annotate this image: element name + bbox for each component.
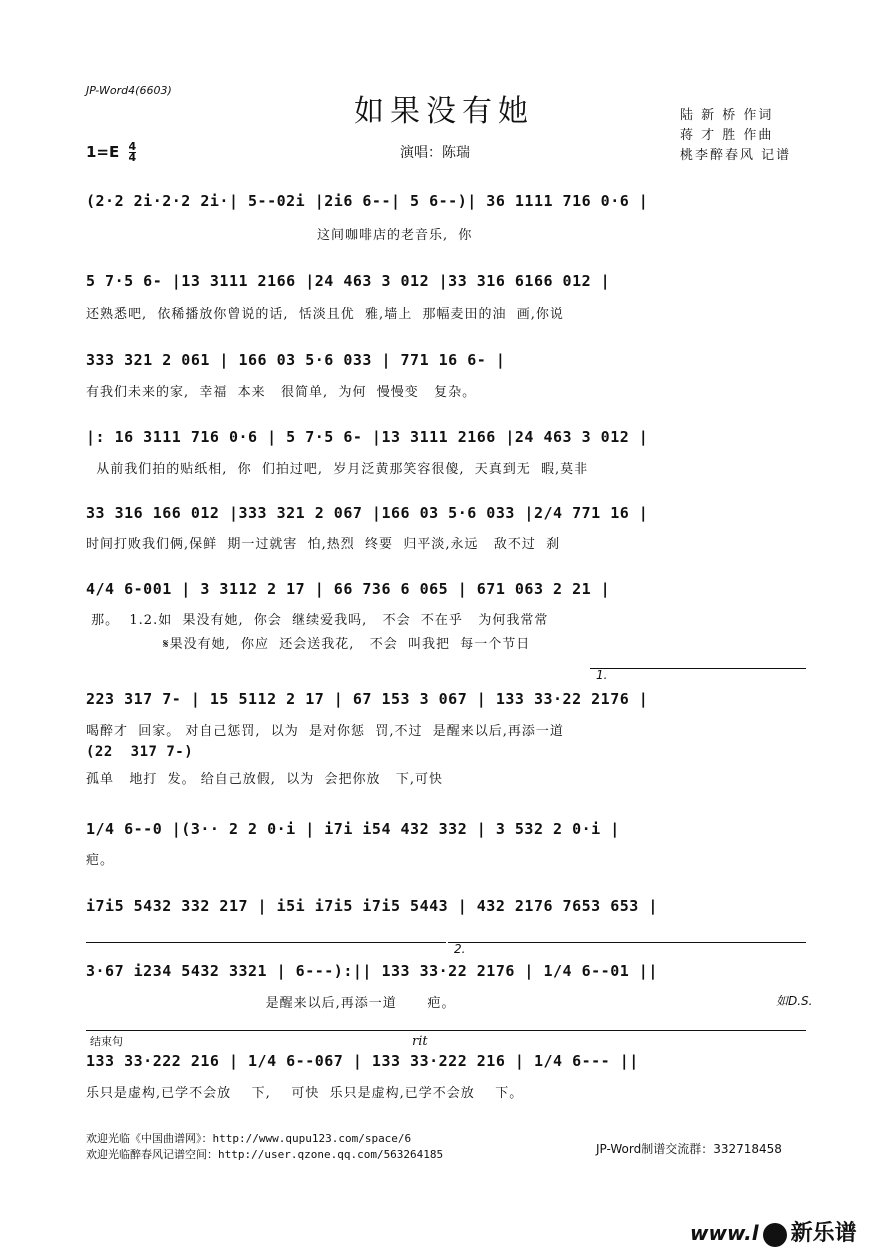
lyric-row-6: 那。 1.2.如 果没有她, 你会 继续爱我吗, 不会 不在乎 为何我常常 (86, 613, 549, 628)
lyric-row-5: 时间打败我们俩,保鲜 期一过就害 怕,热烈 终要 归平淡,永远 敌不过 刹 (86, 537, 561, 552)
notes-row-9: i7i5 5432 332 217 | i5i i7i5 i7i5 5443 | 432 2176 7653 653 | (86, 897, 658, 915)
footer-link-2[interactable]: 欢迎光临醉春风记谱空间：http://user.qzone.qq.com/563264185 (86, 1148, 444, 1161)
key-value: 1=E (86, 143, 120, 161)
ending-2-bracket (448, 942, 806, 943)
lyric-row-4: 从前我们拍的贴纸相, 你 们拍过吧, 岁月泛黄那笑容很傻, 天真到无 暇,莫非 (86, 462, 589, 477)
notes-row-2: 5 7·5 6- |13 3111 2166 |24 463 3 012 |33 316 6166 012 | (86, 272, 611, 290)
notes-row-8: 1/4 6--0 |(3·· 2 2 0·i | i7i i54 432 332 | 3 532 2 0·i | (86, 820, 620, 838)
ending-1-label: 1. (596, 668, 608, 682)
notes-row-7: 223 317 7- | 15 5112 2 17 | 67 153 3 067 | 133 33·22 2176 | (86, 690, 649, 708)
logo-prefix: www.l (690, 1221, 759, 1245)
transcriber: 桃李醉春风 记谱 (680, 148, 792, 163)
lyric-row-11: 乐只是虚构,已学不会放 下, 可快 乐只是虚构,已学不会放 下。 (86, 1086, 524, 1101)
key-signature (86, 142, 136, 163)
repeat-bracket (86, 942, 446, 943)
notes-row-5: 33 316 166 012 |333 321 2 067 |166 03 5·6 033 |2/4 771 16 | (86, 504, 649, 522)
ending-label: 结束句 (90, 1035, 123, 1048)
notes-row-10: 3·67 i234 5432 3321 | 6---):|| 133 33·22 2176 | 1/4 6--01 || (86, 962, 658, 980)
lyricist: 陆 新 桥 作词 (680, 108, 774, 123)
app-tag: JP-Word4(6603) (86, 84, 172, 97)
notes-row-6: 4/4 6-001 | 3 3112 2 17 | 66 736 6 065 | 671 063 2 21 | (86, 580, 611, 598)
lyric-row-7: 喝醉才 回家。 对自己惩罚, 以为 是对你惩 罚,不过 是醒来以后,再添一道 (86, 724, 564, 739)
disc-icon (763, 1223, 787, 1247)
ending-1-bracket (590, 668, 806, 669)
lyric-row-6b: 𝄋果没有她, 你应 还会送我花, 不会 叫我把 每一个节日 (86, 637, 531, 652)
song-title: 如果没有她 (354, 94, 534, 129)
time-sig-top: 4 (128, 140, 137, 153)
time-signature (129, 142, 137, 163)
rit-mark: rit (412, 1034, 428, 1049)
lyric-row-3: 有我们未来的家, 幸福 本来 很简单, 为何 慢慢变 复杂。 (86, 385, 477, 400)
singer: 演唱：陈瑞 (400, 145, 470, 161)
site-logo[interactable] (690, 1216, 857, 1247)
lyric-row-10: 是醒来以后,再添一道 疤。 (86, 996, 456, 1011)
notes-row-1: (2·2 2i·2·2 2i·| 5--02i |2i6 6--| 5 6--)| 36 1111 716 0·6 | (86, 192, 649, 210)
notes-row-11: 133 33·222 216 | 1/4 6--067 | 133 33·222 216 | 1/4 6--- || (86, 1052, 639, 1070)
ending-box-top (86, 1030, 806, 1031)
footer-links (86, 1131, 443, 1163)
footer-group: JP-Word制谱交流群：332718458 (596, 1142, 782, 1156)
lyric-row-1: 这间咖啡店的老音乐, 你 (86, 228, 473, 243)
notes-row-7-alt: (22 317 7-) (86, 744, 194, 760)
notes-row-3: 333 321 2 061 | 166 03 5·6 033 | 771 16 6- | (86, 351, 506, 369)
lyric-row-2: 还熟悉吧, 依稀播放你曾说的话, 恬淡且优 雅,墙上 那幅麦田的油 画,你说 (86, 307, 564, 322)
logo-brand: 新乐谱 (790, 1221, 857, 1246)
lyric-row-7b: 孤单 地打 发。 给自己放假, 以为 会把你放 下,可快 (86, 772, 443, 787)
ending-2-label: 2. (454, 942, 466, 956)
lyric-row-8: 疤。 (86, 853, 115, 868)
notes-row-4: |: 16 3111 716 0·6 | 5 7·5 6- |13 3111 2166 |24 463 3 012 | (86, 428, 649, 446)
credits (680, 106, 791, 166)
footer-link-1[interactable]: 欢迎光临《中国曲谱网》：http://www.qupu123.com/space/6 (86, 1132, 412, 1145)
composer: 蒋 才 胜 作曲 (680, 128, 774, 143)
time-sig-bottom: 4 (128, 151, 137, 164)
ds-mark: 如D.S. (776, 994, 813, 1008)
